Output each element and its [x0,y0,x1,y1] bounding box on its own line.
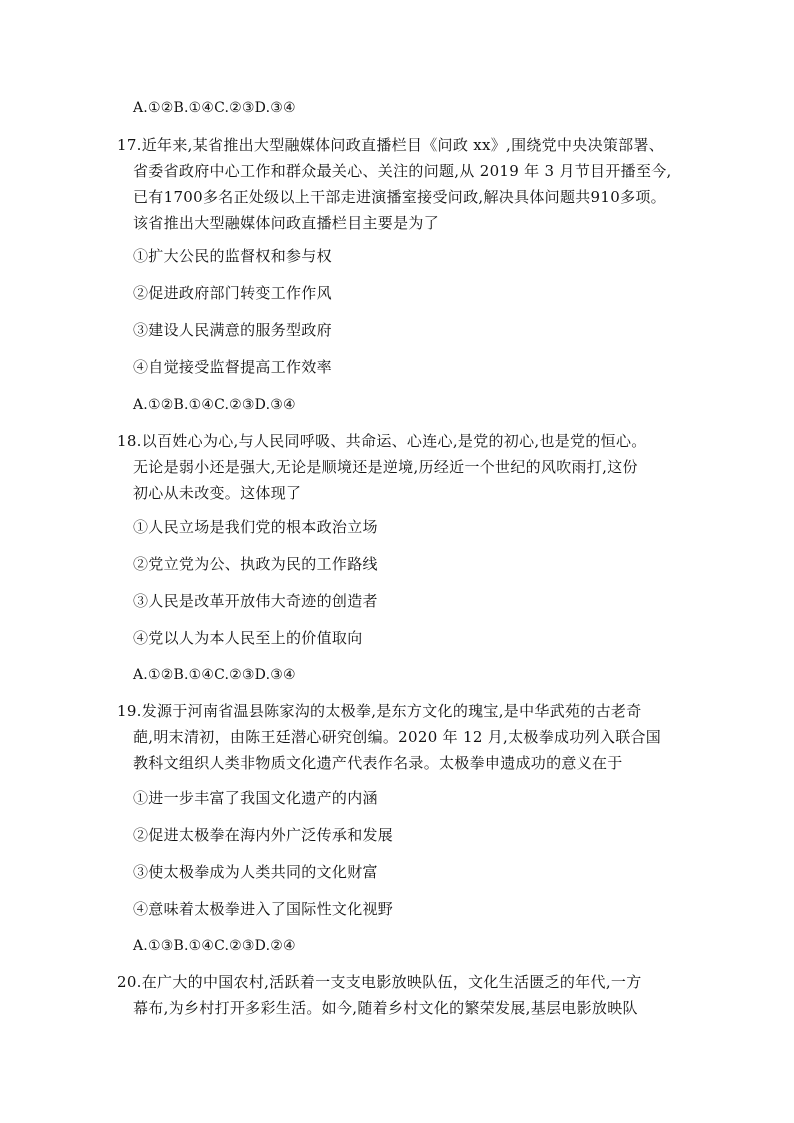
question-19-line-1: 19.发源于河南省温县陈家沟的太极拳,是东方文化的瑰宝,是中华武苑的古老奇 [117,702,642,720]
question-17-line-3: 已有1700多名正处级以上干部走进演播室接受问政,解决具体问题共910多项。 [133,188,666,206]
answer-choices-18: A.①②B.①④C.②③D.③④ [133,667,296,683]
question-19-option-2: ②促进太极拳在海内外广泛传承和发展 [133,826,394,844]
question-19-line-2: 葩,明末清初，由陈王廷潜心研究创编。2020 年 12 月,太极拳成功列入联合国 [133,728,662,746]
question-18-option-2: ②党立党为公、执政为民的工作路线 [133,555,378,573]
question-19-option-1: ①进一步丰富了我国文化遗产的内涵 [133,789,378,807]
question-18-option-4: ④党以人为本人民至上的价值取向 [133,629,363,647]
question-19-option-3: ③使太极拳成为人类共同的文化财富 [133,863,378,881]
question-19-line-3: 教科文组织人类非物质文化遗产代表作名录。太极拳申遗成功的意义在于 [133,754,623,772]
question-20-line-2: 幕布,为乡村打开多彩生活。如今,随着乡村文化的繁荣发展,基层电影放映队 [133,999,638,1017]
question-18-line-3: 初心从未改变。这体现了 [133,484,302,502]
question-17-line-4: 该省推出大型融媒体问政直播栏目主要是为了 [133,214,440,232]
question-17-option-2: ②促进政府部门转变工作作风 [133,284,332,302]
question-20-line-1: 20.在广大的中国农村,活跃着一支支电影放映队伍，文化生活匮乏的年代,一方 [117,973,642,991]
question-18-line-2: 无论是弱小还是强大,无论是顺境还是逆境,历经近一个世纪的风吹雨打,这份 [133,458,638,476]
question-18-option-3: ③人民是改革开放伟大奇迹的创造者 [133,592,378,610]
answer-choices-19: A.①③B.①④C.②③D.②④ [133,938,296,954]
question-19-option-4: ④意味着太极拳进入了国际性文化视野 [133,900,394,918]
answer-choices-16: A.①②B.①④C.②③D.③④ [133,100,296,116]
question-17-option-1: ①扩大公民的监督权和参与权 [133,247,332,265]
question-18-line-1: 18.以百姓心为心,与人民同呼吸、共命运、心连心,是党的初心,也是党的恒心。 [117,432,647,450]
question-17-option-4: ④自觉接受监督提高工作效率 [133,358,332,376]
question-17-line-2: 省委省政府中心工作和群众最关心、关注的问题,从 2019 年 3 月节目开播至今, [133,162,672,180]
answer-choices-17: A.①②B.①④C.②③D.③④ [133,397,296,413]
question-17-option-3: ③建设人民满意的服务型政府 [133,321,332,339]
question-18-option-1: ①人民立场是我们党的根本政治立场 [133,518,378,536]
question-17-line-1: 17.近年来,某省推出大型融媒体问政直播栏目《问政 xx》,围绕党中央决策部署、 [117,136,665,154]
